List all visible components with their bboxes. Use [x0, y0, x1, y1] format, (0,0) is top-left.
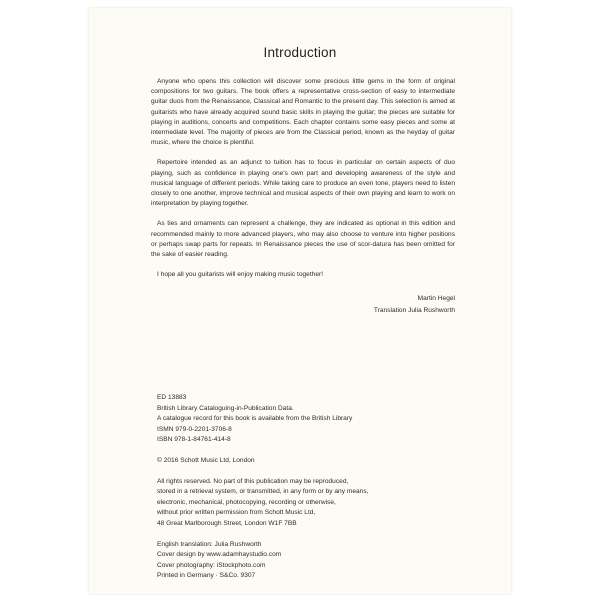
rights-line: All rights reserved. No part of this publication may be reproduced,: [157, 477, 349, 485]
rights-notice: [157, 477, 397, 530]
signature-block: [151, 293, 455, 318]
catalogue-line: British Library Cataloguing-in-Publication Data.: [157, 404, 294, 412]
page-title: Introduction: [263, 45, 337, 60]
printer-line: Printed in Germany · S&Co. 9307: [157, 572, 256, 580]
introduction-text: [151, 77, 455, 286]
edition-number: ED 13883: [157, 394, 187, 401]
credits: [157, 540, 397, 582]
rights-line: stored in a retrieval system, or transmitted, in any form or by any means,: [157, 488, 369, 496]
copyright-notice: [157, 456, 397, 467]
catalogue-line: A catalogue record for this book is available from the British Library: [157, 415, 353, 423]
intro-closing: I hope all you guitarists will enjoy making music together!: [157, 271, 324, 279]
author-name: Martin Hegel: [417, 295, 455, 302]
intro-paragraph: Repertoire intended as an adjunct to tuition has to focus in particular on certain aspects of duo playing, such as confidence in playing one's own part and developing awareness of the style and musical language of different periods. While taking care to produce an even tone, players need to listen closely to one another, improve technical and musical aspects of their own playing and learn to work on interpretation by playing together.: [151, 159, 455, 208]
ismn-number: ISMN 979-0-2201-3706-8: [157, 425, 232, 433]
translator-credit: Translation Julia Rushworth: [373, 307, 455, 315]
copyright-line: © 2016 Schott Music Ltd, London: [157, 456, 255, 464]
document-page: [89, 8, 511, 594]
intro-paragraph: Anyone who opens this collection will discover some precious little gems in the form of original compositions for two guitars. The book offers a representative cross-section of easy to intermediate guitar duos from the Renaissance, Classical and Romantic to the present day. This selection is aimed at guitarists who have already acquired sound basic skills in playing the guitar; the pieces are suitable for playing in auditions, concerts and competitions. Each chapter contains some easy pieces and some at intermediate level. The majority of pieces are from the Classical period, known as the heyday of guitar music, where the choice is plentiful.: [151, 78, 455, 147]
publisher-address: 48 Great Marlborough Street, London W1F 7BB: [157, 519, 297, 527]
intro-paragraph: As ties and ornaments can represent a challenge, they are indicated as optional in this edition and recommended mainly to more advanced players, who may also choose to venture into higher positions or perhaps swap parts for repeats. In Renaissance pieces the use of scor-datura has been omitted for the sake of easier reading.: [151, 220, 455, 259]
credit-line: Cover photography: iStockphoto.com: [157, 561, 266, 569]
isbn-number: ISBN 978-1-84761-414-8: [157, 436, 231, 444]
rights-line: without prior written permission from Schott Music Ltd,: [157, 509, 316, 517]
rights-line: electronic, mechanical, photocopying, recording or otherwise,: [157, 498, 336, 506]
catalogue-info: [157, 393, 397, 446]
credit-line: English translation: Julia Rushworth: [157, 540, 262, 548]
imprint-block: [157, 393, 397, 592]
credit-line: Cover design by www.adamhaystudio.com: [157, 551, 282, 559]
